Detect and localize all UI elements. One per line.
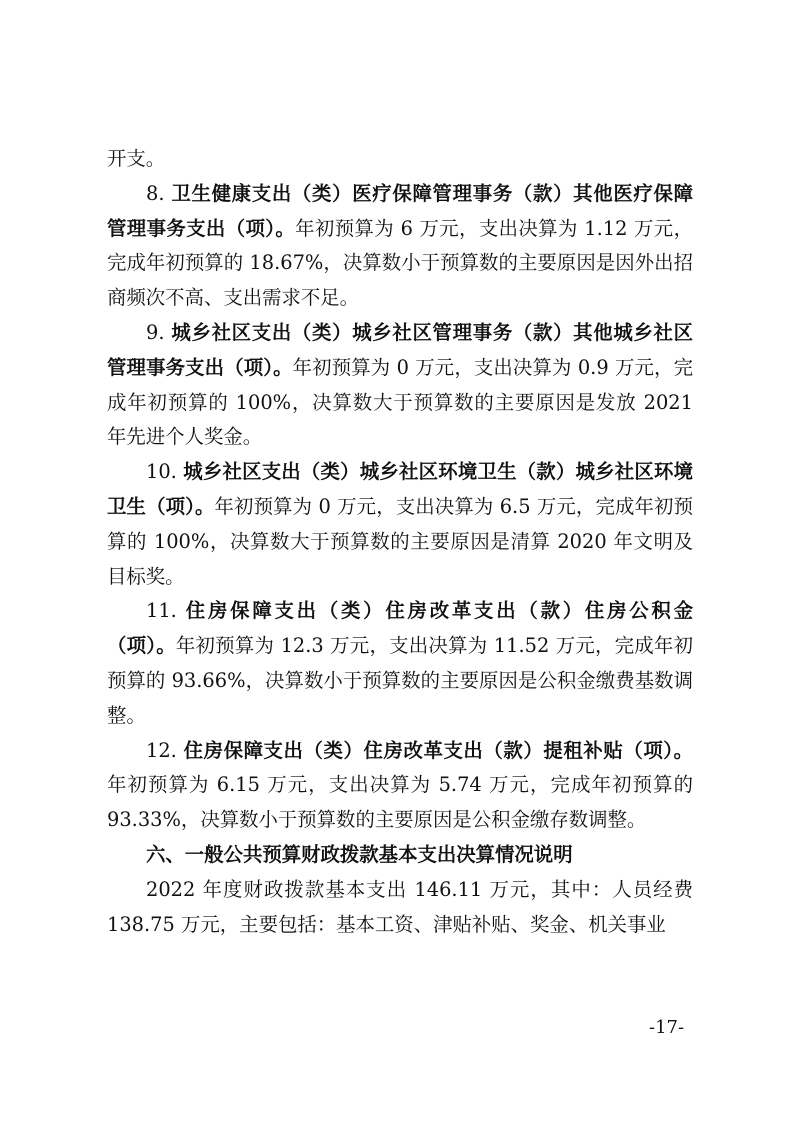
- item-text: 年初预算为 0 万元，支出决算为 6.5 万元，完成年初预算的 100%，决算数大于预算数的主要原因是清算 2020 年文明及目标奖。: [107, 494, 693, 588]
- item-text: 年初预算为 0 万元，支出决算为 0.9 万元，完成年初预算的 100%，决算数大于预算数的主要原因是发放 2021 年先进个人奖金。: [107, 355, 693, 449]
- item-10: [107, 455, 693, 594]
- paragraph-text: 开支。: [107, 147, 166, 170]
- item-number: 11.: [146, 599, 177, 623]
- item-number: 8.: [146, 181, 165, 205]
- paragraph-basic-expenditure: [107, 873, 693, 943]
- page-number: -17-: [649, 1017, 685, 1038]
- item-title: 住房保障支出（类）住房改革支出（款）提租补贴（项）。: [183, 738, 693, 762]
- item-number: 12.: [146, 738, 177, 762]
- item-title: 卫生健康支出（类）医疗保障管理事务（款）其他医疗保障管理事务支出（项）。: [107, 181, 694, 240]
- paragraph-continuation: [107, 142, 693, 177]
- item-number: 10.: [146, 460, 177, 484]
- body-text: [107, 142, 693, 942]
- item-title: 城乡社区支出（类）城乡社区管理事务（款）其他城乡社区管理事务支出（项）。: [107, 320, 694, 379]
- paragraph-text: 2022 年度财政拨款基本支出 146.11 万元，其中：人员经费 138.75 万元，主要包括：基本工资、津贴补贴、奖金、机关事业: [107, 877, 693, 936]
- section-heading: 六、一般公共预算财政拨款基本支出决算情况说明: [146, 842, 573, 866]
- item-8: [107, 177, 693, 316]
- item-text: 年初预算为 6 万元，支出决算为 1.12 万元，完成年初预算的 18.67%，决算数小于预算数的主要原因是因外出招商频次不高、支出需求不足。: [107, 216, 693, 310]
- item-title: 城乡社区支出（类）城乡社区环境卫生（款）城乡社区环境卫生（项）。: [107, 460, 693, 518]
- item-9: [107, 316, 693, 455]
- item-title: 住房保障支出（类）住房改革支出（款）住房公积金（项）。: [107, 599, 693, 658]
- item-text: 年初预算为 6.15 万元，支出决算为 5.74 万元，完成年初预算的 93.33%，决算数小于预算数的主要原因是公积金缴存数调整。: [107, 773, 693, 832]
- item-12: [107, 734, 693, 838]
- item-number: 9.: [146, 320, 165, 344]
- item-text: 年初预算为 12.3 万元，支出决算为 11.52 万元，完成年初预算的 93.66%，决算数小于预算数的主要原因是公积金缴费基数调整。: [107, 634, 693, 727]
- item-11: [107, 594, 693, 733]
